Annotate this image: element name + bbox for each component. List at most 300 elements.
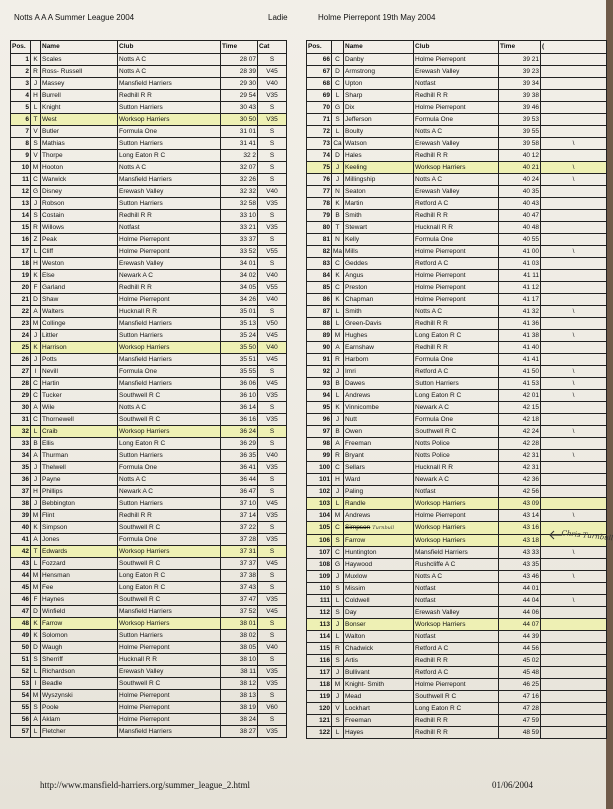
position-cell: 16 bbox=[11, 233, 31, 245]
handwritten-note bbox=[548, 528, 613, 558]
initial-cell: L bbox=[332, 630, 344, 642]
category-cell: S bbox=[258, 209, 287, 221]
position-cell: 99 bbox=[307, 449, 332, 461]
time-cell: 43 33 bbox=[499, 546, 541, 558]
position-cell: 30 bbox=[11, 401, 31, 413]
table-row bbox=[307, 293, 607, 305]
time-cell: 38 01 bbox=[221, 617, 258, 629]
name-cell: Artis bbox=[344, 654, 414, 666]
club-cell: Redhill R R bbox=[118, 209, 221, 221]
table-row bbox=[11, 329, 287, 341]
name-cell: Fee bbox=[41, 581, 118, 593]
time-cell: 39 21 bbox=[499, 53, 541, 65]
position-cell: 90 bbox=[307, 341, 332, 353]
time-cell: 40 47 bbox=[499, 209, 541, 221]
table-row bbox=[11, 449, 287, 461]
table-row bbox=[307, 678, 607, 690]
table-row bbox=[11, 689, 287, 701]
initial-cell: G bbox=[31, 185, 41, 197]
category-cell: S bbox=[258, 425, 287, 437]
club-cell: Worksop Harriers bbox=[414, 521, 499, 534]
category-cell: S bbox=[258, 161, 287, 173]
time-cell: 34 02 bbox=[221, 269, 258, 281]
category-cell: S bbox=[258, 233, 287, 245]
initial-cell: F bbox=[31, 281, 41, 293]
table-row bbox=[11, 341, 287, 353]
position-cell: 80 bbox=[307, 221, 332, 233]
initial-cell: M bbox=[31, 317, 41, 329]
club-cell: Southwell R C bbox=[118, 557, 221, 569]
club-cell: Holme Pierrepont bbox=[414, 245, 499, 257]
time-cell: 44 39 bbox=[499, 630, 541, 642]
club-cell: Notts Police bbox=[414, 437, 499, 449]
table-row bbox=[307, 606, 607, 618]
position-cell: 20 bbox=[11, 281, 31, 293]
category-cell: S bbox=[258, 545, 287, 557]
initial-cell: S bbox=[332, 606, 344, 618]
time-cell: 43 46 bbox=[499, 570, 541, 582]
category-cell: V35 bbox=[258, 509, 287, 521]
time-cell: 40 12 bbox=[499, 149, 541, 161]
initial-cell: C bbox=[31, 389, 41, 401]
name-cell: Ross- Russell bbox=[41, 65, 118, 77]
table-row bbox=[11, 473, 287, 485]
name-cell: Disney bbox=[41, 185, 118, 197]
category-cell: \ bbox=[541, 329, 607, 341]
name-cell: Thelwell bbox=[41, 461, 118, 473]
name-cell: Thorpe bbox=[41, 149, 118, 161]
name-cell: Simpson bbox=[41, 521, 118, 533]
time-cell: 47 28 bbox=[499, 702, 541, 714]
name-cell: Warwick bbox=[41, 173, 118, 185]
category-cell: V45 bbox=[258, 605, 287, 617]
table-row bbox=[11, 101, 287, 113]
table-row bbox=[11, 485, 287, 497]
initial-cell: L bbox=[332, 389, 344, 401]
time-cell: 41 32 bbox=[499, 305, 541, 317]
name-cell: Harborn bbox=[344, 353, 414, 365]
initial-cell: G bbox=[332, 101, 344, 113]
name-cell: Haynes bbox=[41, 593, 118, 605]
category-cell: V35 bbox=[258, 113, 287, 125]
time-cell: 32 58 bbox=[221, 197, 258, 209]
club-cell: Hucknall R R bbox=[414, 221, 499, 233]
table-row bbox=[307, 221, 607, 233]
time-cell: 45 48 bbox=[499, 666, 541, 678]
category-cell: S bbox=[258, 653, 287, 665]
name-cell: Collinge bbox=[41, 317, 118, 329]
initial-cell: L bbox=[332, 726, 344, 738]
initial-cell: A bbox=[31, 713, 41, 725]
table-row bbox=[307, 233, 607, 245]
category-cell: S bbox=[258, 125, 287, 137]
club-cell: Redhill R R bbox=[414, 209, 499, 221]
table-row bbox=[11, 149, 287, 161]
club-cell: Sutton Harriers bbox=[118, 329, 221, 341]
club-cell: Holme Pierrepont bbox=[414, 53, 499, 65]
time-cell: 41 38 bbox=[499, 329, 541, 341]
initial-cell: S bbox=[31, 209, 41, 221]
initial-cell: L bbox=[31, 557, 41, 569]
name-cell: Muxlow bbox=[344, 570, 414, 582]
initial-cell: I bbox=[31, 677, 41, 689]
time-cell: 35 50 bbox=[221, 341, 258, 353]
category-cell bbox=[541, 437, 607, 449]
name-cell: Owen bbox=[344, 425, 414, 437]
table-row bbox=[307, 413, 607, 425]
category-cell: V35 bbox=[258, 677, 287, 689]
category-cell: S bbox=[258, 485, 287, 497]
col-pos: Pos. bbox=[11, 41, 31, 54]
position-cell: 6 bbox=[11, 113, 31, 125]
time-cell: 29 30 bbox=[221, 77, 258, 89]
name-cell: Fletcher bbox=[41, 725, 118, 737]
position-cell: 49 bbox=[11, 629, 31, 641]
initial-cell: J bbox=[332, 173, 344, 185]
club-cell: Notfast bbox=[414, 594, 499, 606]
table-row bbox=[307, 185, 607, 197]
name-cell: Mead bbox=[344, 690, 414, 702]
table-row bbox=[11, 233, 287, 245]
initial-cell: Ma bbox=[332, 245, 344, 257]
name-cell: Green-Davis bbox=[344, 317, 414, 329]
name-cell: Thurman bbox=[41, 449, 118, 461]
name-cell: Boulty bbox=[344, 125, 414, 137]
name-cell: Bryant bbox=[344, 449, 414, 461]
club-cell: Notts A C bbox=[118, 401, 221, 413]
name-cell: Martin bbox=[344, 197, 414, 209]
category-cell: V40 bbox=[258, 641, 287, 653]
club-cell: Notts A C bbox=[414, 570, 499, 582]
initial-cell: J bbox=[31, 461, 41, 473]
club-cell: Worksop Harriers bbox=[118, 545, 221, 557]
category-cell bbox=[541, 618, 607, 630]
club-cell: Worksop Harriers bbox=[118, 341, 221, 353]
time-cell: 31 41 bbox=[221, 137, 258, 149]
position-cell: 101 bbox=[307, 473, 332, 485]
club-cell: Holme Pierrepont bbox=[414, 101, 499, 113]
initial-cell: K bbox=[332, 197, 344, 209]
category-cell bbox=[541, 257, 607, 269]
table-row bbox=[11, 545, 287, 557]
time-cell: 34 26 bbox=[221, 293, 258, 305]
name-cell: Missim bbox=[344, 582, 414, 594]
category-cell bbox=[541, 654, 607, 666]
name-cell: Ellis bbox=[41, 437, 118, 449]
position-cell: 7 bbox=[11, 125, 31, 137]
club-cell: Redhill R R bbox=[118, 89, 221, 101]
table-row bbox=[11, 677, 287, 689]
club-cell: Worksop Harriers bbox=[414, 497, 499, 509]
table-row bbox=[11, 137, 287, 149]
position-cell: 52 bbox=[11, 665, 31, 677]
name-cell: Jones bbox=[41, 533, 118, 545]
footer-url: http://www.mansfield-harriers.org/summer_league_2.html bbox=[40, 780, 250, 790]
position-cell: 21 bbox=[11, 293, 31, 305]
club-cell: Formula One bbox=[414, 113, 499, 125]
table-row bbox=[11, 665, 287, 677]
category-cell bbox=[541, 221, 607, 233]
table-row bbox=[11, 257, 287, 269]
category-cell bbox=[541, 473, 607, 485]
name-cell: Imri bbox=[344, 365, 414, 377]
position-cell: 111 bbox=[307, 594, 332, 606]
club-cell: Formula One bbox=[118, 461, 221, 473]
name-cell: Smith bbox=[344, 209, 414, 221]
club-cell: Holme Pierrepont bbox=[118, 293, 221, 305]
handwritten-correction: Turnbull bbox=[372, 524, 395, 531]
category-cell bbox=[541, 77, 607, 89]
category-cell bbox=[541, 233, 607, 245]
time-cell: 43 16 bbox=[499, 521, 541, 534]
category-cell bbox=[541, 269, 607, 281]
initial-cell: J bbox=[332, 618, 344, 630]
position-cell: 13 bbox=[11, 197, 31, 209]
name-cell: Day bbox=[344, 606, 414, 618]
club-cell: Erewash Valley bbox=[118, 665, 221, 677]
time-cell: 37 22 bbox=[221, 521, 258, 533]
club-cell: Long Eaton R C bbox=[118, 569, 221, 581]
name-cell: Costain bbox=[41, 209, 118, 221]
name-cell: Hales bbox=[344, 149, 414, 161]
position-cell: 34 bbox=[11, 449, 31, 461]
table-row bbox=[11, 317, 287, 329]
club-cell: Redhill R R bbox=[414, 317, 499, 329]
table-row bbox=[11, 701, 287, 713]
initial-cell: R bbox=[31, 221, 41, 233]
time-cell: 42 15 bbox=[499, 401, 541, 413]
position-cell: 70 bbox=[307, 101, 332, 113]
category-cell bbox=[541, 113, 607, 125]
category-cell: V45 bbox=[258, 353, 287, 365]
category-cell bbox=[541, 281, 607, 293]
club-cell: Sutton Harriers bbox=[118, 101, 221, 113]
initial-cell: J bbox=[332, 570, 344, 582]
time-cell: 36 29 bbox=[221, 437, 258, 449]
club-cell: Sutton Harriers bbox=[118, 449, 221, 461]
initial-cell: M bbox=[31, 689, 41, 701]
table-row bbox=[11, 401, 287, 413]
table-row bbox=[11, 245, 287, 257]
table-row bbox=[11, 509, 287, 521]
table-row bbox=[11, 605, 287, 617]
table-row bbox=[307, 389, 607, 401]
position-cell: 67 bbox=[307, 65, 332, 77]
category-cell bbox=[541, 485, 607, 497]
table-row bbox=[307, 461, 607, 473]
category-cell: S bbox=[258, 629, 287, 641]
club-cell: Notts A C bbox=[414, 305, 499, 317]
initial-cell: C bbox=[332, 521, 344, 534]
table-row bbox=[307, 570, 607, 582]
initial-cell: G bbox=[332, 558, 344, 570]
table-row bbox=[307, 161, 607, 173]
category-cell: \ bbox=[541, 570, 607, 582]
initial-cell: C bbox=[332, 281, 344, 293]
initial-cell: M bbox=[31, 581, 41, 593]
category-cell: S bbox=[258, 401, 287, 413]
initial-cell: V bbox=[332, 702, 344, 714]
club-cell: Redhill R R bbox=[414, 341, 499, 353]
initial-cell: D bbox=[332, 149, 344, 161]
name-cell: Fozzard bbox=[41, 557, 118, 569]
name-cell: Thornewell bbox=[41, 413, 118, 425]
category-cell bbox=[541, 89, 607, 101]
club-cell: Holme Pierrepont bbox=[118, 245, 221, 257]
position-cell: 42 bbox=[11, 545, 31, 557]
initial-cell: T bbox=[31, 545, 41, 557]
position-cell: 2 bbox=[11, 65, 31, 77]
club-cell: Worksop Harriers bbox=[414, 161, 499, 173]
position-cell: 108 bbox=[307, 558, 332, 570]
name-cell: Mills bbox=[344, 245, 414, 257]
name-cell: Knight- Smith bbox=[344, 678, 414, 690]
initial-cell: K bbox=[31, 269, 41, 281]
time-cell: 37 10 bbox=[221, 497, 258, 509]
table-row bbox=[307, 197, 607, 209]
club-cell: Long Eaton R C bbox=[118, 581, 221, 593]
time-cell: 41 03 bbox=[499, 257, 541, 269]
position-cell: 51 bbox=[11, 653, 31, 665]
club-cell: Worksop Harriers bbox=[414, 618, 499, 630]
time-cell: 42 36 bbox=[499, 473, 541, 485]
time-cell: 37 43 bbox=[221, 581, 258, 593]
club-cell: Notts A C bbox=[414, 125, 499, 137]
position-cell: 1 bbox=[11, 53, 31, 65]
name-cell: Dawes bbox=[344, 377, 414, 389]
initial-cell: J bbox=[332, 413, 344, 425]
club-cell: Erewash Valley bbox=[414, 65, 499, 77]
category-cell bbox=[541, 353, 607, 365]
club-cell: Redhill R R bbox=[414, 654, 499, 666]
name-cell: Littler bbox=[41, 329, 118, 341]
table-row bbox=[307, 89, 607, 101]
time-cell: 41 36 bbox=[499, 317, 541, 329]
club-cell: Worksop Harriers bbox=[118, 113, 221, 125]
time-cell: 42 18 bbox=[499, 413, 541, 425]
club-cell: Notts A C bbox=[118, 473, 221, 485]
time-cell: 32 07 bbox=[221, 161, 258, 173]
time-cell: 39 53 bbox=[499, 113, 541, 125]
club-cell: Retford A C bbox=[414, 642, 499, 654]
initial-cell: J bbox=[332, 365, 344, 377]
club-cell: Long Eaton R C bbox=[414, 329, 499, 341]
initial-cell: C bbox=[31, 377, 41, 389]
table-row bbox=[11, 89, 287, 101]
initial-cell: A bbox=[31, 533, 41, 545]
position-cell: 94 bbox=[307, 389, 332, 401]
club-cell: Newark A C bbox=[118, 485, 221, 497]
position-cell: 122 bbox=[307, 726, 332, 738]
table-row bbox=[11, 461, 287, 473]
initial-cell: J bbox=[332, 485, 344, 497]
category-cell: \ bbox=[541, 389, 607, 401]
time-cell: 40 43 bbox=[499, 197, 541, 209]
category-cell bbox=[541, 317, 607, 329]
position-cell: 85 bbox=[307, 281, 332, 293]
club-cell: Formula One bbox=[118, 533, 221, 545]
time-cell: 41 53 bbox=[499, 377, 541, 389]
table-row bbox=[307, 365, 607, 377]
position-cell: 39 bbox=[11, 509, 31, 521]
name-cell: Huntington bbox=[344, 546, 414, 558]
category-cell: S bbox=[258, 305, 287, 317]
time-cell: 39 58 bbox=[499, 137, 541, 149]
position-cell: 96 bbox=[307, 413, 332, 425]
name-cell: Sellars bbox=[344, 461, 414, 473]
name-cell: Flint bbox=[41, 509, 118, 521]
table-row bbox=[11, 629, 287, 641]
position-cell: 119 bbox=[307, 690, 332, 702]
category-cell: V35 bbox=[258, 533, 287, 545]
category-cell: S bbox=[258, 569, 287, 581]
position-cell: 54 bbox=[11, 689, 31, 701]
position-cell: 66 bbox=[307, 53, 332, 65]
name-cell: Else bbox=[41, 269, 118, 281]
category-cell: S bbox=[258, 689, 287, 701]
initial-cell: K bbox=[332, 293, 344, 305]
name-cell: Smith bbox=[344, 305, 414, 317]
category-cell bbox=[541, 606, 607, 618]
name-cell: Watson bbox=[344, 137, 414, 149]
initial-cell: D bbox=[31, 605, 41, 617]
position-cell: 76 bbox=[307, 173, 332, 185]
initial-cell: L bbox=[31, 245, 41, 257]
club-cell: Southwell R C bbox=[118, 677, 221, 689]
club-cell: Mansfield Harriers bbox=[414, 546, 499, 558]
name-cell: Wile bbox=[41, 401, 118, 413]
club-cell: Sutton Harriers bbox=[118, 629, 221, 641]
name-cell: Potts bbox=[41, 353, 118, 365]
time-cell: 36 41 bbox=[221, 461, 258, 473]
position-cell: 35 bbox=[11, 461, 31, 473]
category-cell bbox=[541, 401, 607, 413]
table-row bbox=[307, 425, 607, 437]
time-cell: 41 50 bbox=[499, 365, 541, 377]
name-cell: Weston bbox=[41, 257, 118, 269]
time-cell: 44 04 bbox=[499, 594, 541, 606]
club-cell: Redhill R R bbox=[414, 149, 499, 161]
table-row bbox=[307, 269, 607, 281]
club-cell: Notfast bbox=[414, 630, 499, 642]
position-cell: 47 bbox=[11, 605, 31, 617]
position-cell: 84 bbox=[307, 269, 332, 281]
category-cell: V45 bbox=[258, 557, 287, 569]
table-row bbox=[11, 713, 287, 725]
initial-cell: K bbox=[31, 617, 41, 629]
table-row bbox=[11, 437, 287, 449]
club-cell: Sutton Harriers bbox=[118, 497, 221, 509]
category-cell: V40 bbox=[258, 293, 287, 305]
initial-cell: R bbox=[332, 449, 344, 461]
category-cell bbox=[541, 558, 607, 570]
time-cell: 42 31 bbox=[499, 449, 541, 461]
category-cell: S bbox=[258, 437, 287, 449]
category-cell: S bbox=[258, 53, 287, 65]
category-cell: V50 bbox=[258, 317, 287, 329]
table-row bbox=[11, 497, 287, 509]
time-cell: 37 52 bbox=[221, 605, 258, 617]
name-cell: Richardson bbox=[41, 665, 118, 677]
name-cell: Dix bbox=[344, 101, 414, 113]
club-cell: Long Eaton R C bbox=[414, 702, 499, 714]
name-cell: Robson bbox=[41, 197, 118, 209]
time-cell: 34 05 bbox=[221, 281, 258, 293]
category-cell bbox=[541, 726, 607, 738]
table-row bbox=[307, 654, 607, 666]
name-cell: Aklam bbox=[41, 713, 118, 725]
initial-cell: H bbox=[31, 257, 41, 269]
